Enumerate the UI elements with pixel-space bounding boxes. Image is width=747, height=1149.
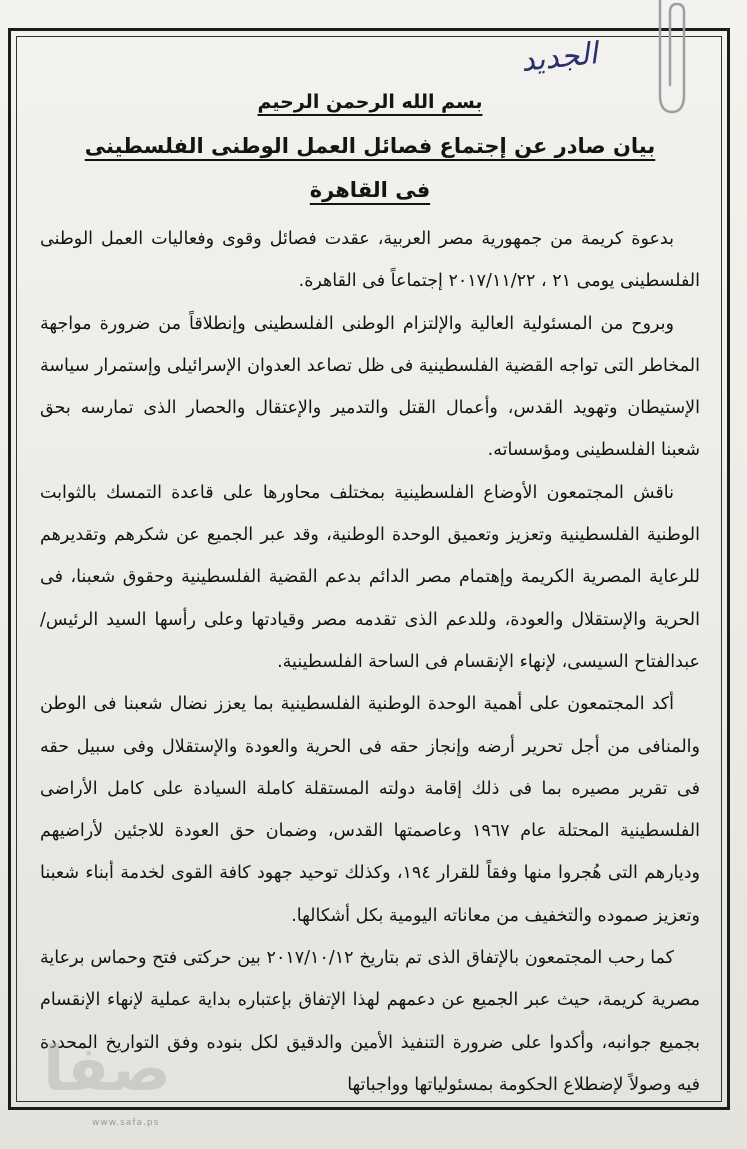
safa-watermark-logo — [22, 1020, 192, 1115]
paragraph-4: أكد المجتمعون على أهمية الوحدة الوطنية الفلسطينية بما يعزز نضال شعبنا فى الوطن والمنافى من أجل تحرير أرضه وإنجاز حقه فى الحرية والعودة والإستقلال وفى سبيل حقه فى تقرير مصيره بما فى ذلك إقامة دولته المستقلة كاملة السيادة على كامل الأراضى الفلسطينية المحتلة عام ١٩٦٧ وعاصمتها القدس، وضمان حق العودة للاجئين لأراضيهم وديارهم التى هُجروا منها وفقاً للقرار ١٩٤، وكذلك توحيد جهود كافة القوى لخدمة أبناء شعبنا وتعزيز صموده والتخفيف من معاناته اليومية بكل أشكالها. — [40, 694, 700, 926]
paragraph-5: كما رحب المجتمعون بالإتفاق الذى تم بتاريخ ٢٠١٧/١٠/١٢ بين حركتى فتح وحماس برعاية مصرية كريمة، حيث عبر الجميع عن دعمهم لهذا الإتفاق بإعتباره بداية عملية لإنهاء الإنقسام بجميع جوانبه، وأكدوا على ضرورة التنفيذ الأمين والدقيق لكل بنوده وفق التواريخ المحددة فيه وصولاً لإضطلاع الحكومة بمسئولياتها وواجباتها — [40, 948, 700, 1095]
document-title: بيان صادر عن إجتماع فصائل العمل الوطنى الفلسطينى — [84, 134, 656, 158]
paragraph-3: ناقش المجتمعون الأوضاع الفلسطينية بمختلف محاورها على قاعدة التمسك بالثوابت الوطنية الفلسطينية وتعزيز وتعميق الوحدة الوطنية، وقد عبر الجميع عن شكرهم وتقديرهم للرعاية المصرية الكريمة وإهتمام مصر الدائم بدعم القضية الفلسطينية وحقوق شعبنا، فى الحرية والإستقلال والعودة، وللدعم الذى تقدمه مصر وقيادتها وعلى رأسها السيد الرئيس/عبدالفتاح السيسى، لإنهاء الإنقسام فى الساحة الفلسطينية. — [40, 482, 700, 672]
watermark-logo-text: صفا — [43, 1032, 171, 1105]
handwritten-note: الجديد — [519, 36, 600, 79]
document-body — [40, 80, 700, 1106]
paragraph-2: وبروح من المسئولية العالية والإلتزام الوطنى الفلسطينى وإنطلاقاً من ضرورة مواجهة المخاطر التى تواجه القضية الفلسطينية فى ظل تصاعد العدوان الإسرائيلى وإستمرار سياسة الإستيطان وتهويد القدس، وأعمال القتل والتدمير والإعتقال والحصار الذى تمارسه بحق شعبنا الفلسطينى ومؤسساته. — [40, 313, 700, 461]
basmala: بسم الله الرحمن الرحيم — [257, 91, 483, 113]
watermark-url: www.safa.ps — [92, 1118, 160, 1128]
paragraph-1: بدعوة كريمة من جمهورية مصر العربية، عقدت فصائل وقوى وفعاليات العمل الوطنى الفلسطينى يومى ٢١ ، ٢٠١٧/١١/٢٢ إجتماعاً فى القاهرة. — [40, 229, 700, 292]
document-location: فى القاهرة — [309, 178, 431, 202]
